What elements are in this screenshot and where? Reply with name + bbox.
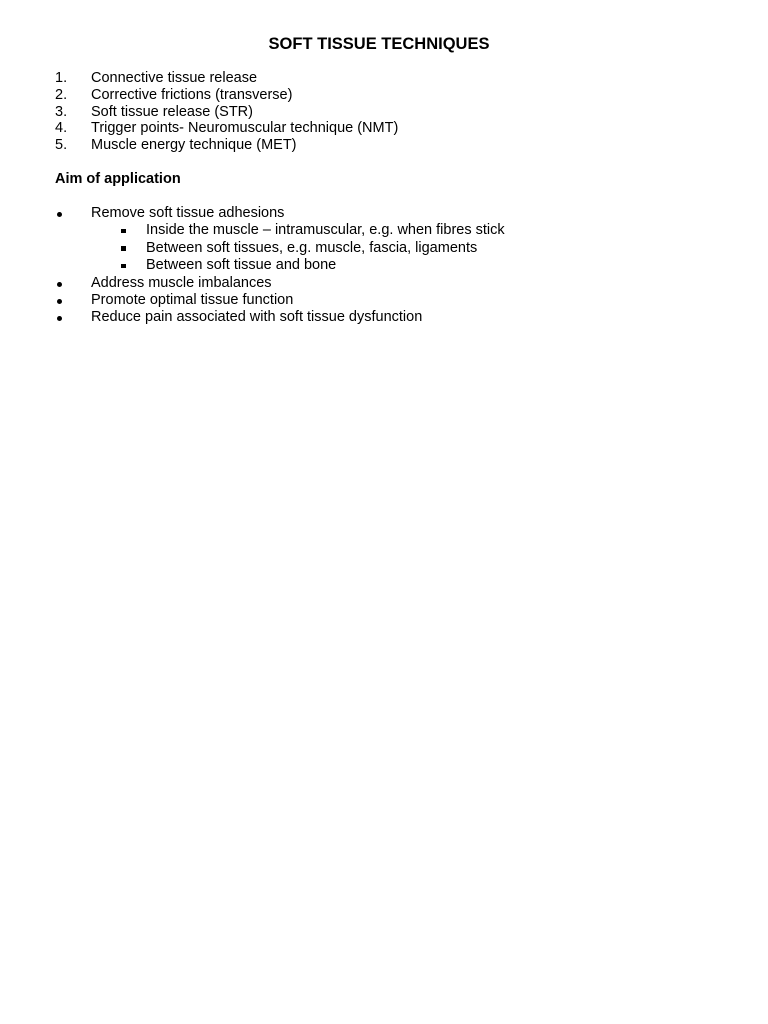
bullet-dot-icon — [57, 282, 62, 287]
bullet-dot-icon — [57, 299, 62, 304]
list-item-text: Corrective frictions (transverse) — [91, 86, 293, 103]
bullet-item-text: Remove soft tissue adhesions — [91, 205, 285, 221]
list-item-text: Muscle energy technique (MET) — [91, 137, 297, 154]
list-item-number: 1. — [55, 70, 68, 86]
square-bullet-icon — [121, 264, 126, 269]
bullet-item-text: Reduce pain associated with soft tissue dysfunction — [91, 309, 423, 326]
list-item-text: Soft tissue release (STR) — [91, 103, 253, 120]
sub-bullet-text: Between soft tissue and bone — [146, 257, 337, 274]
list-item-number: 5. — [55, 137, 68, 154]
sub-bullet-text: Inside the muscle – intramuscular, e.g. when fibres stick — [146, 222, 505, 239]
list-item-text: Connective tissue release — [91, 70, 258, 86]
page-title: SOFT TISSUE TECHNIQUES — [268, 35, 490, 53]
section-heading-aim: Aim of application — [55, 171, 181, 187]
list-item-number: 4. — [55, 120, 68, 137]
bullet-item-text: Promote optimal tissue function — [91, 291, 294, 308]
square-bullet-icon — [121, 229, 126, 234]
sub-bullet-text: Between soft tissues, e.g. muscle, fascia, ligaments — [146, 239, 478, 256]
bullet-item-text: Address muscle imbalances — [91, 274, 272, 291]
list-item-number: 2. — [55, 86, 68, 103]
square-bullet-icon — [121, 246, 126, 251]
list-item-text: Trigger points- Neuromuscular technique (NMT) — [91, 120, 399, 137]
bullet-dot-icon — [57, 212, 62, 217]
bullet-dot-icon — [57, 316, 62, 321]
list-item-number: 3. — [55, 103, 68, 120]
